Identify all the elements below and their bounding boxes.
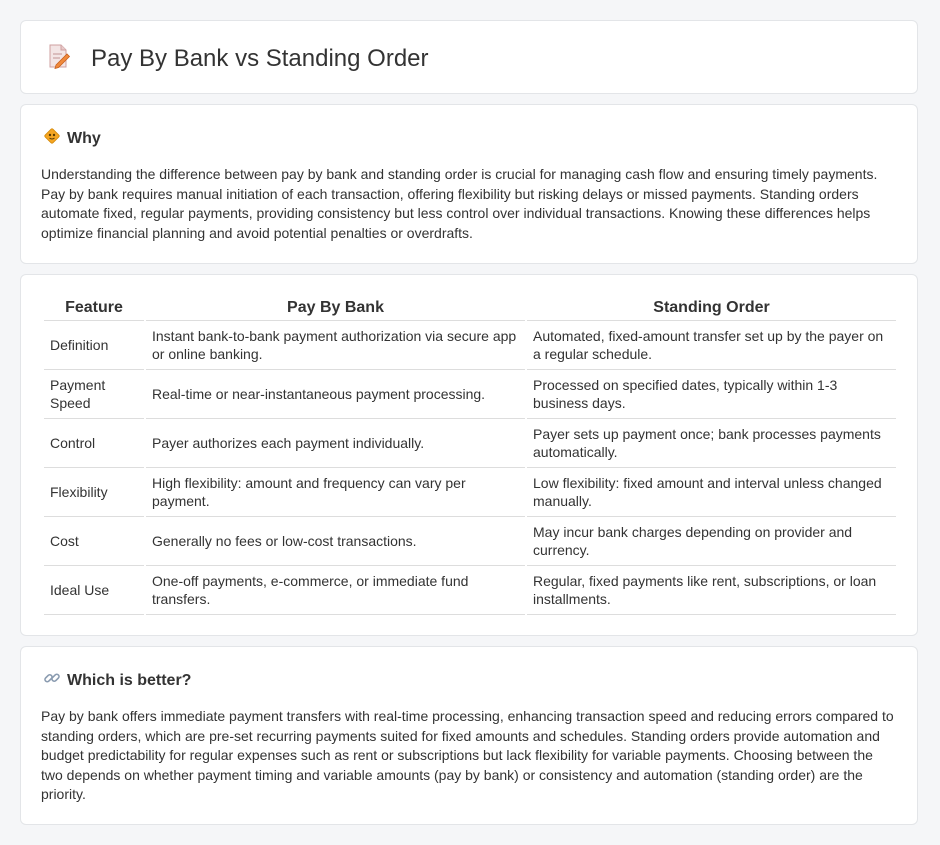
document-edit-icon: [47, 43, 71, 74]
why-section: [20, 104, 918, 264]
table-row: [44, 419, 896, 468]
pay-by-bank-cell: One-off payments, e-commerce, or immediate fund transfers.: [146, 566, 525, 615]
standing-order-cell: Payer sets up payment once; bank processes payments automatically.: [527, 419, 896, 468]
header-pay-by-bank: Pay By Bank: [146, 295, 525, 321]
title-row: [47, 43, 429, 74]
feature-cell: Flexibility: [44, 468, 144, 517]
pay-by-bank-cell: Generally no fees or low-cost transactions.: [146, 517, 525, 566]
title-card: [20, 20, 918, 94]
table-row: [44, 321, 896, 370]
table-row: [44, 370, 896, 419]
table-row: [44, 517, 896, 566]
standing-order-cell: Low flexibility: fixed amount and interval unless changed manually.: [527, 468, 896, 517]
better-body: Pay by bank offers immediate payment transfers with real-time processing, enhancing transaction speed and reducing errors compared to standing orders, which are pre-set recurring payments suited for fixed amounts and schedules. Standing orders provide automation and budget predictability for regular expenses such as rent or subscriptions but lack flexibility for variable payments. Choosing between the two depends on whether payment timing and variable amounts (pay by bank) or consistency and automation (standing order) are the priority.: [41, 708, 894, 802]
feature-cell: Control: [44, 419, 144, 468]
table-row: [44, 468, 896, 517]
standing-order-cell: Processed on specified dates, typically within 1-3 business days.: [527, 370, 896, 419]
table-row: [44, 566, 896, 615]
link-icon: [43, 669, 61, 692]
feature-cell: Definition: [44, 321, 144, 370]
header-feature: Feature: [44, 295, 144, 321]
feature-cell: Payment Speed: [44, 370, 144, 419]
table-header-row: [44, 295, 896, 321]
pay-by-bank-cell: Instant bank-to-bank payment authorization via secure app or online banking.: [146, 321, 525, 370]
feature-cell: Ideal Use: [44, 566, 144, 615]
standing-order-cell: Automated, fixed-amount transfer set up by the payer on a regular schedule.: [527, 321, 896, 370]
diamond-sign-icon: [43, 127, 61, 150]
better-heading-row: [43, 669, 191, 692]
pay-by-bank-cell: High flexibility: amount and frequency can vary per payment.: [146, 468, 525, 517]
pay-by-bank-cell: Real-time or near-instantaneous payment processing.: [146, 370, 525, 419]
which-is-better-section: [20, 646, 918, 825]
why-heading: Why: [67, 129, 101, 147]
header-standing-order: Standing Order: [527, 295, 896, 321]
why-heading-row: [43, 127, 101, 150]
why-body: Understanding the difference between pay by bank and standing order is crucial for managing cash flow and ensuring timely payments. Pay by bank requires manual initiation of each transaction, offering flexibility but risking delays or missed payments. Standing orders automate fixed, regular payments, providing consistency but less control over individual transactions. Knowing these differences helps optimize financial planning and avoid potential penalties or overdrafts.: [41, 166, 878, 241]
comparison-card: [20, 274, 918, 636]
standing-order-cell: Regular, fixed payments like rent, subscriptions, or loan installments.: [527, 566, 896, 615]
page-title: Pay By Bank vs Standing Order: [91, 44, 429, 72]
pay-by-bank-cell: Payer authorizes each payment individually.: [146, 419, 525, 468]
comparison-table: [42, 295, 898, 615]
better-heading: Which is better?: [67, 671, 192, 689]
standing-order-cell: May incur bank charges depending on provider and currency.: [527, 517, 896, 566]
feature-cell: Cost: [44, 517, 144, 566]
